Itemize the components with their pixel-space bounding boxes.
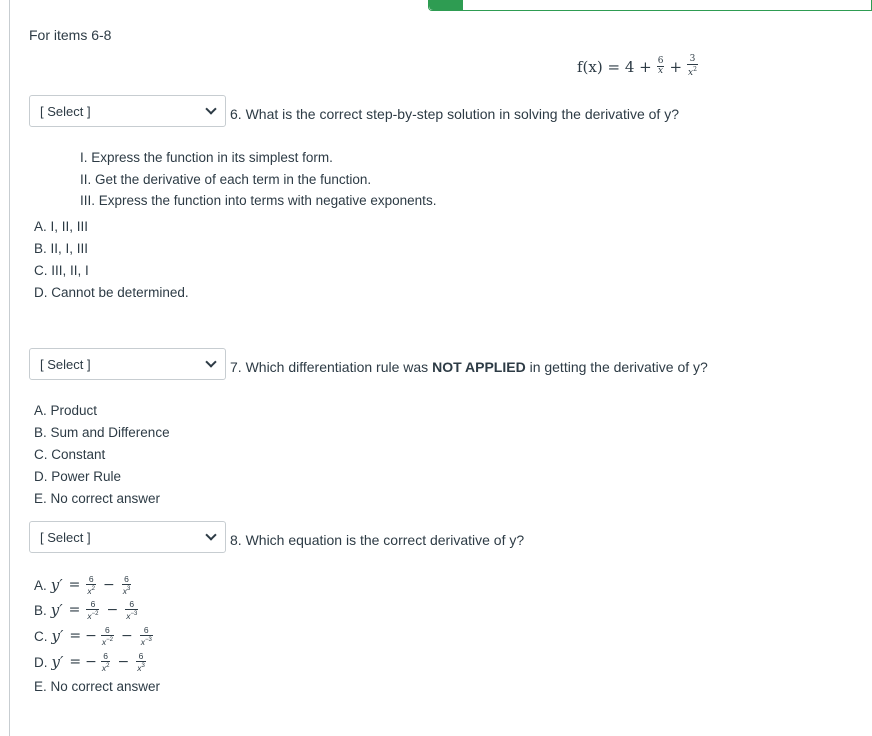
q7-option: E. No correct answer [34, 491, 161, 506]
top-progress-bar [428, 0, 872, 11]
q6-options [34, 216, 189, 304]
q7-option: D. Power Rule [34, 469, 122, 484]
chevron-down-icon [205, 529, 216, 540]
q7-options [34, 400, 170, 510]
formula-lhs: f(x) = 4 + [577, 57, 652, 76]
chevron-down-icon [205, 103, 216, 114]
formula-plus: + [669, 57, 683, 76]
q8-option-a: A. y′ = $\frac{6}{x^2}$ − $\frac{6}{x^3}$ [34, 574, 131, 596]
q6-option: A. I, II, III [34, 219, 89, 234]
q8-option-c: C. y′ = − $\frac{6}{x^{-2}}$ − $\frac{6}{x^{-3}}$ [34, 625, 152, 647]
q6-select-label: [ Select ] [40, 103, 91, 119]
q8-option-b: B. y′ = $\frac{6}{x^{-2}}$ − $\frac{6}{x^{-3}}$ [34, 599, 138, 621]
function-formula [577, 55, 700, 78]
q6-option: C. III, II, I [34, 263, 89, 278]
top-progress-fill [429, 0, 463, 10]
q7-option: B. Sum and Difference [34, 425, 170, 440]
items-intro: For items 6-8 [29, 27, 112, 43]
q8-answer-select[interactable] [29, 521, 226, 553]
q6-question: 6. What is the correct step-by-step solution in solving the derivative of y? [230, 106, 679, 122]
q8-option-d: D. y′ = − $\frac{6}{x^2}$ − $\frac{6}{x^3}$ [34, 651, 145, 673]
formula-term-3-over-x2: $\frac{3}{x^2}$ [688, 54, 697, 78]
q6-step: II. Get the derivative of each term in the function. [80, 171, 372, 187]
q6-step: III. Express the function into terms with negative exponents. [80, 193, 437, 208]
q8-question: 8. Which equation is the correct derivative of y? [230, 532, 525, 548]
q8-option-e: E. No correct answer [34, 679, 161, 694]
q7-question: 7. Which differentiation rule was NOT APPLIED in getting the derivative of y? [230, 359, 708, 375]
chevron-down-icon [205, 356, 216, 367]
q7-option: C. Constant [34, 447, 106, 462]
q7-answer-select[interactable] [29, 348, 226, 380]
q8-select-label: [ Select ] [40, 529, 91, 545]
q6-answer-select[interactable] [29, 95, 226, 127]
page-left-border [9, 0, 10, 736]
formula-term-6-over-x: $\frac{6}{x}$ [657, 56, 664, 76]
q6-option: D. Cannot be determined. [34, 285, 189, 300]
q6-option: B. II, I, III [34, 241, 89, 256]
q6-steps-list [80, 147, 436, 212]
q7-select-label: [ Select ] [40, 356, 91, 372]
q7-option: A. Product [34, 403, 98, 418]
q6-step: I. Express the function in its simplest form. [80, 150, 333, 165]
